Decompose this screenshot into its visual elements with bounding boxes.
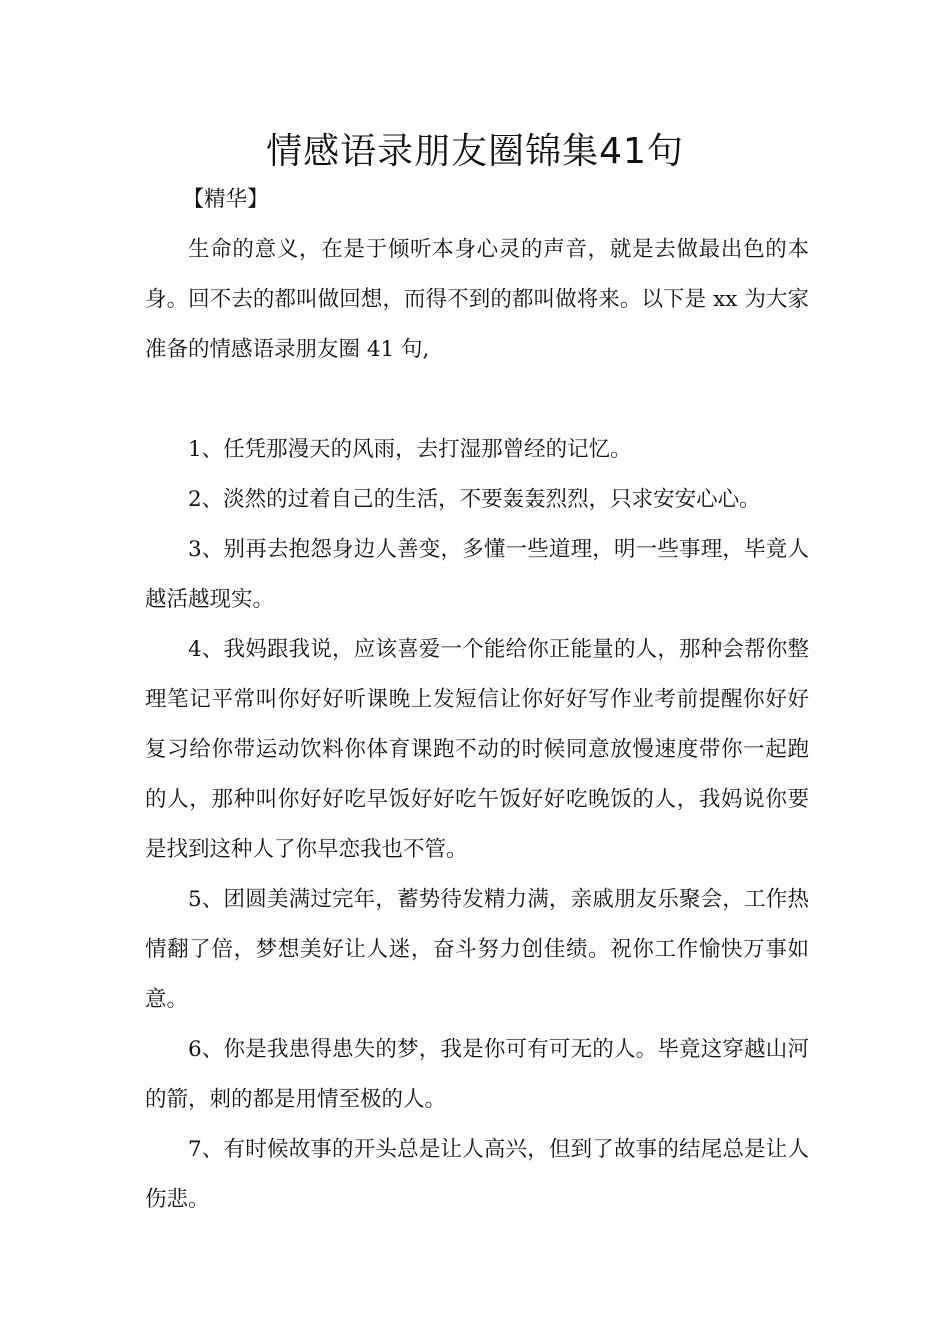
document-body: [145, 175, 809, 1225]
quote-item-6: 6、你是我患得患失的梦，我是你可有可无的人。毕竟这穿越山河的箭，刺的都是用情至极的人。: [145, 1037, 809, 1112]
quote-item-7: 7、有时候故事的开头总是让人高兴，但到了故事的结尾总是让人伤悲。: [145, 1137, 809, 1212]
quote-item-4: 4、我妈跟我说，应该喜爱一个能给你正能量的人，那种会帮你整理笔记平常叫你好好听课晚上发短信让你好好写作业考前提醒你好好复习给你带运动饮料你体育课跑不动的时候同意放慢速度带你一起跑的人，那种叫你好好吃早饭好好吃午饭好好吃晚饭的人，我妈说你要是找到这种人了你早恋我也不管。: [145, 637, 809, 862]
quote-item-2: 2、淡然的过着自己的生活，不要轰轰烈烈，只求安安心心。: [188, 487, 761, 512]
quote-item-5: 5、团圆美满过完年，蓄势待发精力满，亲戚朋友乐聚会，工作热情翻了倍，梦想美好让人迷，奋斗努力创佳绩。祝你工作愉快万事如意。: [145, 887, 809, 1012]
intro-paragraph: 生命的意义，在是于倾听本身心灵的声音，就是去做最出色的本身。回不去的都叫做回想，而得不到的都叫做将来。以下是 xx 为大家准备的情感语录朋友圈 41 句,: [145, 237, 809, 362]
blank-line: [145, 375, 809, 425]
quote-item-1: 1、任凭那漫天的风雨，去打湿那曾经的记忆。: [188, 437, 632, 462]
document-title: 情感语录朋友圈锦集41句: [266, 131, 684, 172]
quote-item-3: 3、别再去抱怨身边人善变，多懂一些道理，明一些事理，毕竟人越活越现实。: [145, 537, 809, 612]
essence-tag: 【精华】: [182, 187, 269, 212]
